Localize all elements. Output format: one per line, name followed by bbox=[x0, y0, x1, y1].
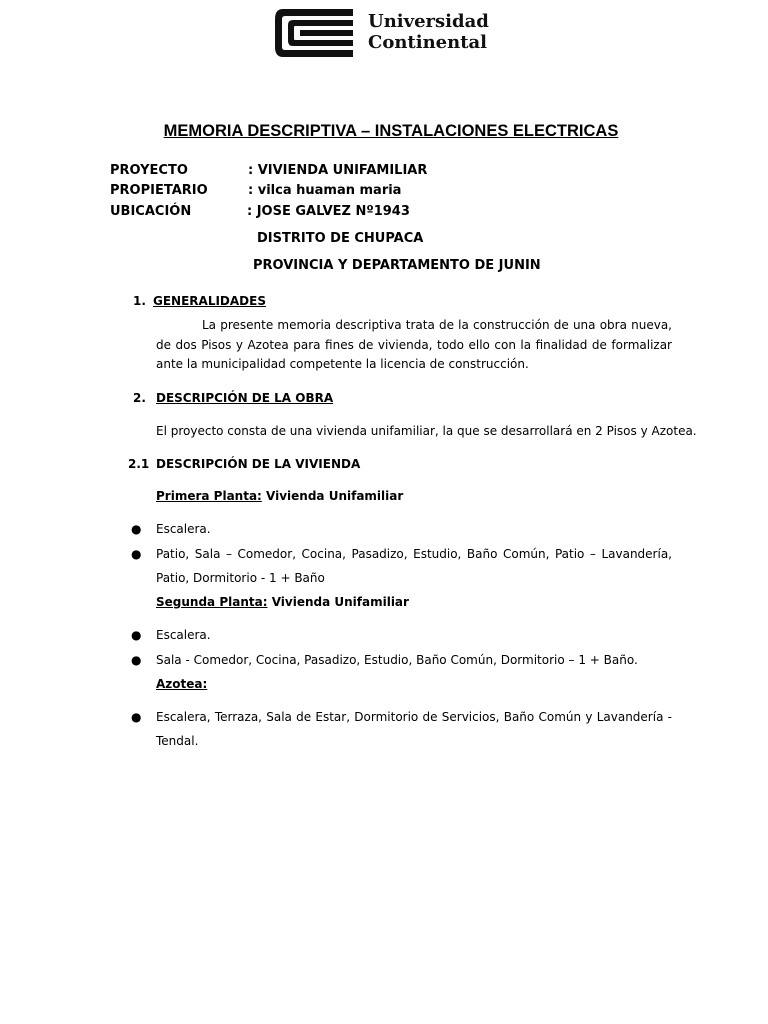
section-2-paragraph: El proyecto consta de una vivienda unifamiliar, la que se desarrollará en 2 Pisos y Azotea. bbox=[156, 424, 697, 438]
segunda-planta-label: Segunda Planta: bbox=[156, 595, 268, 609]
primera-planta-label: Primera Planta: bbox=[156, 489, 262, 503]
segunda-item-2: Sala - Comedor, Cocina, Pasadizo, Estudio, Baño Común, Dormitorio – 1 + Baño. bbox=[156, 653, 638, 667]
bullet-icon: ● bbox=[131, 522, 142, 536]
proyecto-label: PROYECTO bbox=[110, 163, 188, 178]
primera-planta-value: Vivienda Unifamiliar bbox=[261, 489, 404, 503]
section-2-1-title: DESCRIPCIÓN DE LA VIVIENDA bbox=[156, 457, 361, 471]
bullet-icon: ● bbox=[131, 710, 142, 724]
distrito-line: DISTRITO DE CHUPACA bbox=[257, 231, 424, 246]
university-logo-icon bbox=[273, 7, 355, 59]
primera-planta-heading bbox=[156, 489, 403, 503]
propietario-label: PROPIETARIO bbox=[110, 183, 208, 198]
logo-line-2: Continental bbox=[368, 32, 488, 53]
bullet-icon: ● bbox=[131, 653, 142, 667]
logo-line-1: Universidad bbox=[368, 11, 489, 32]
bullet-icon: ● bbox=[131, 547, 142, 561]
propietario-value: : vilca huaman maria bbox=[248, 183, 402, 198]
section-1-number: 1. bbox=[133, 294, 146, 308]
segunda-item-1: Escalera. bbox=[156, 628, 211, 642]
primera-item-1: Escalera. bbox=[156, 522, 211, 536]
university-logo-text bbox=[368, 11, 489, 53]
ubicacion-label: UBICACIÓN bbox=[110, 204, 192, 219]
section-1-title: GENERALIDADES bbox=[153, 294, 266, 308]
document-title: MEMORIA DESCRIPTIVA – INSTALACIONES ELECTRICAS bbox=[163, 122, 619, 140]
ubicacion-value: : JOSE GALVEZ Nº1943 bbox=[247, 204, 410, 219]
section-2-title: DESCRIPCIÓN DE LA OBRA bbox=[156, 391, 334, 405]
segunda-planta-heading bbox=[156, 595, 409, 609]
segunda-planta-value: Vivienda Unifamiliar bbox=[267, 595, 409, 609]
bullet-icon: ● bbox=[131, 628, 142, 642]
primera-item-2: Patio, Sala – Comedor, Cocina, Pasadizo, Estudio, Baño Común, Patio – Lavandería, Patio, Dormitorio - 1 + Baño bbox=[156, 547, 672, 585]
azotea-label: Azotea: bbox=[156, 677, 208, 691]
proyecto-value: : VIVIENDA UNIFAMILIAR bbox=[248, 163, 428, 178]
provincia-line: PROVINCIA Y DEPARTAMENTO DE JUNIN bbox=[253, 258, 541, 273]
section-1-paragraph: La presente memoria descriptiva trata de la construcción de una obra nueva, de dos Pisos y Azotea para fines de vivienda, todo ello con la finalidad de formalizar ante la municipalidad competente la licencia de construcción. bbox=[156, 318, 672, 371]
section-2-1-number: 2.1 bbox=[128, 457, 150, 471]
section-2-number: 2. bbox=[133, 391, 146, 405]
azotea-item-1: Escalera, Terraza, Sala de Estar, Dormitorio de Servicios, Baño Común y Lavandería - Tendal. bbox=[156, 710, 672, 748]
